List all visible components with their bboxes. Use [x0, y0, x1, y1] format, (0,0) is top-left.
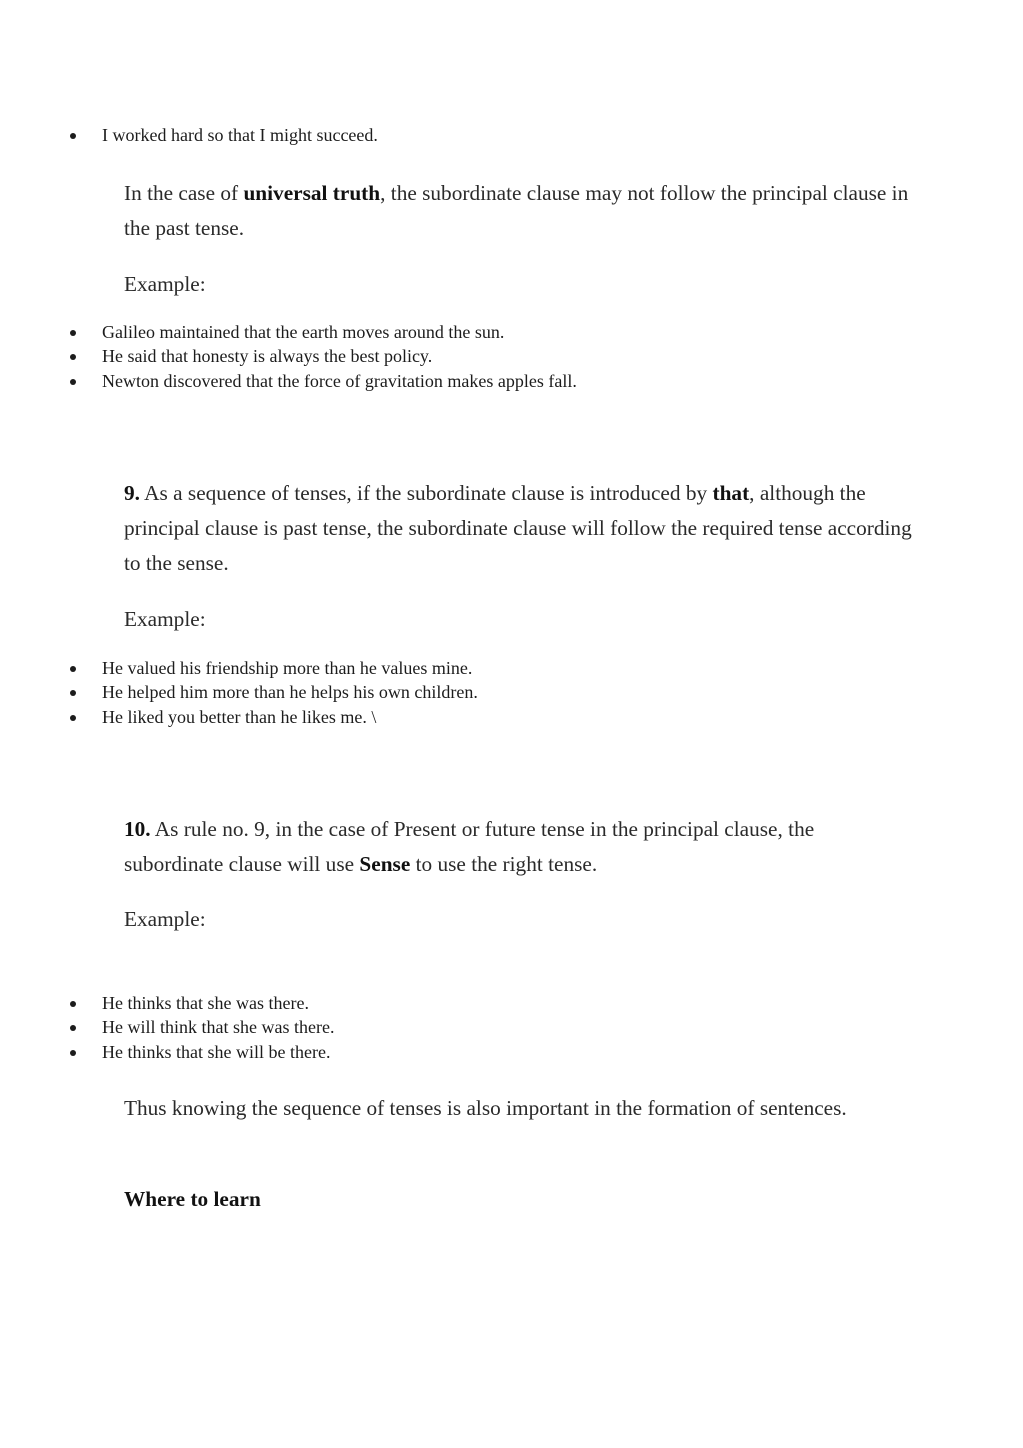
rule-9-paragraph	[124, 476, 914, 581]
bullet-icon	[70, 666, 76, 672]
list-item-text: He thinks that she will be there.	[102, 1041, 331, 1062]
bold-term: universal truth	[243, 181, 381, 205]
list-item	[0, 656, 478, 680]
rule-number: 9.	[124, 481, 140, 505]
bullet-icon	[70, 1050, 76, 1056]
bullet-icon	[70, 354, 76, 360]
list-item-text: He thinks that she was there.	[102, 993, 309, 1013]
paragraph-text: In the case of	[124, 181, 244, 205]
bullet-icon	[70, 330, 76, 336]
paragraph-text: , although the principal clause is past tense, the subordinate clause will follow the required tense according to the sense.	[124, 481, 912, 575]
list-item-text: I worked hard so that I might succeed.	[102, 125, 378, 145]
conclusion-paragraph: Thus knowing the sequence of tenses is also important in the formation of sentences.	[124, 1096, 847, 1120]
list-item-text: Newton discovered that the force of gravitation makes apples fall.	[102, 370, 577, 391]
example-label: Example:	[124, 607, 206, 631]
rule-number: 10.	[124, 817, 151, 841]
paragraph-text: to use the right tense.	[410, 852, 598, 876]
where-to-learn-heading: Where to learn	[124, 1187, 261, 1211]
example-label: Example:	[124, 907, 206, 931]
list-item	[0, 1040, 334, 1064]
paragraph-text: As a sequence of tenses, if the subordinate clause is introduced by	[139, 481, 713, 505]
list-item	[0, 705, 478, 729]
rule-10-paragraph	[124, 812, 914, 882]
bullet-icon	[70, 690, 76, 696]
bullet-icon	[70, 1001, 76, 1007]
rule-9-examples	[0, 656, 478, 729]
bullet-icon	[70, 379, 76, 385]
list-item	[0, 344, 577, 368]
example-label: Example:	[124, 272, 206, 296]
list-item	[0, 123, 378, 147]
top-bullet-list	[0, 123, 378, 147]
universal-truth-examples	[0, 320, 577, 393]
bullet-icon	[70, 1025, 76, 1031]
list-item-text: He liked you better than he likes me. \	[102, 706, 377, 727]
bold-term: that	[712, 481, 750, 505]
list-item-text: He will think that she was there.	[102, 1017, 335, 1038]
list-item	[0, 680, 478, 704]
list-item-text: Galileo maintained that the earth moves around the sun.	[102, 322, 505, 342]
list-item	[0, 991, 334, 1015]
paragraph-text: , the subordinate clause may not follow the principal clause in the past tense.	[124, 181, 909, 240]
bullet-icon	[70, 715, 76, 721]
paragraph-text: As rule no. 9, in the case of Present or future tense in the principal clause, the subordinate clause will use	[124, 817, 815, 876]
list-item-text: He helped him more than he helps his own children.	[102, 682, 478, 703]
bullet-icon	[70, 133, 76, 139]
list-item-text: He valued his friendship more than he values mine.	[102, 658, 473, 678]
list-item	[0, 1015, 334, 1039]
list-item	[0, 369, 577, 393]
rule-10-examples	[0, 991, 334, 1064]
list-item	[0, 320, 577, 344]
list-item-text: He said that honesty is always the best policy.	[102, 346, 433, 367]
universal-truth-paragraph	[124, 176, 914, 246]
bold-term: Sense	[359, 852, 411, 876]
